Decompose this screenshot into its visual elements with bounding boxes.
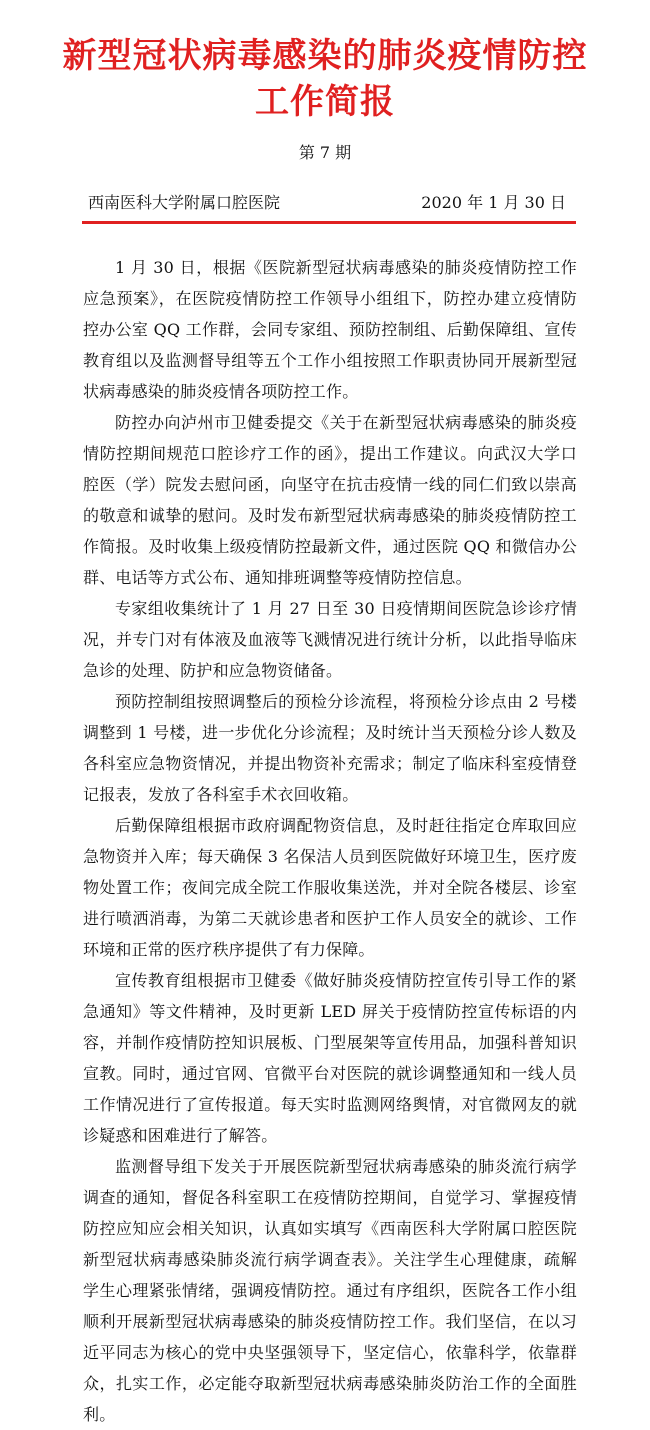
paragraph-prevention-office: 防控办向泸州市卫健委提交《关于在新型冠状病毒感染的肺炎疫情防控期间规范口腔诊疗工作的函》，提出工作建议。向武汉大学口腔医（学）院发去慰问函，向坚守在抗击疫情一线的同仁们致以崇高的敬意和诚挚的慰问。及时发布新型冠状病毒感染的肺炎疫情防控工作简报。及时收集上级疫情防控最新文件，通过医院 QQ 和微信办公群、电话等方式公布、通知排班调整等疫情防控信息。 [83,413,577,587]
bulletin-title-line-2: 工作简报 [255,82,395,122]
paragraph-expert-group: 专家组收集统计了 1 月 27 日至 30 日疫情期间医院急诊诊疗情况，并专门对有体液及血液等飞溅情况进行统计分析，以此指导临床急诊的处理、防护和应急物资储备。 [83,599,577,680]
paragraph-prevention-control-group: 预防控制组按照调整后的预检分诊流程，将预检分诊点由 2 号楼调整到 1 号楼，进一步优化分诊流程；及时统计当天预检分诊人数及各科室应急物资情况，并提出物资补充需求；制定了临床科室疫情登记报表，发放了各科室手术衣回收箱。 [83,692,577,804]
issuing-organization: 西南医科大学附属口腔医院 [88,193,281,212]
bulletin-title-line-1: 新型冠状病毒感染的肺炎疫情防控 [62,36,588,76]
paragraph-publicity-group: 宣传教育组根据市卫健委《做好肺炎疫情防控宣传引导工作的紧急通知》等文件精神，及时更新 LED 屏关于疫情防控宣传标语的内容，并制作疫情防控知识展板、门型展架等宣传用品，加强科普知识宣教。同时，通过官网、官微平台对医院的就诊调整通知和一线人员工作情况进行了宣传报道。每天实时监测网络舆情，对官微网友的就诊疑惑和困难进行了解答。 [83,971,577,1145]
header-divider [82,221,576,224]
paragraph-supervision-group: 监测督导组下发关于开展医院新型冠状病毒感染的肺炎流行病学调查的通知，督促各科室职工在疫情防控期间，自觉学习、掌握疫情防控应知应会相关知识，认真如实填写《西南医科大学附属口腔医院新型冠状病毒感染肺炎流行病学调查表》。关注学生心理健康，疏解学生心理紧张情绪，强调疫情防控。通过有序组织，医院各工作小组顺利开展新型冠状病毒感染的肺炎疫情防控工作。我们坚信，在以习近平同志为核心的党中央坚强领导下，坚定信心，依靠科学，依靠群众，扎实工作，必定能夺取新型冠状病毒感染肺炎防治工作的全面胜利。 [83,1157,577,1424]
paragraph-overview: 1 月 30 日，根据《医院新型冠状病毒感染的肺炎疫情防控工作应急预案》，在医院疫情防控工作领导小组组下，防控办建立疫情防控办公室 QQ 工作群，会同专家组、预防控制组、后勤保障组、宣传教育组以及监测督导组等五个工作小组按照工作职责协同开展新型冠状病毒感染的肺炎疫情各项防控工作。 [83,258,577,401]
issue-number: 第 7 期 [298,143,352,162]
issue-date: 2020 年 1 月 30 日 [421,193,566,212]
paragraph-logistics-group: 后勤保障组根据市政府调配物资信息，及时赶往指定仓库取回应急物资并入库；每天确保 3 名保洁人员到医院做好环境卫生，医疗废物处置工作；夜间完成全院工作服收集送洗，并对全院各楼层、诊室进行喷洒消毒，为第二天就诊患者和医护工作人员安全的就诊、工作环境和正常的医疗秩序提供了有力保障。 [83,816,577,959]
bulletin-body [83,252,577,1430]
